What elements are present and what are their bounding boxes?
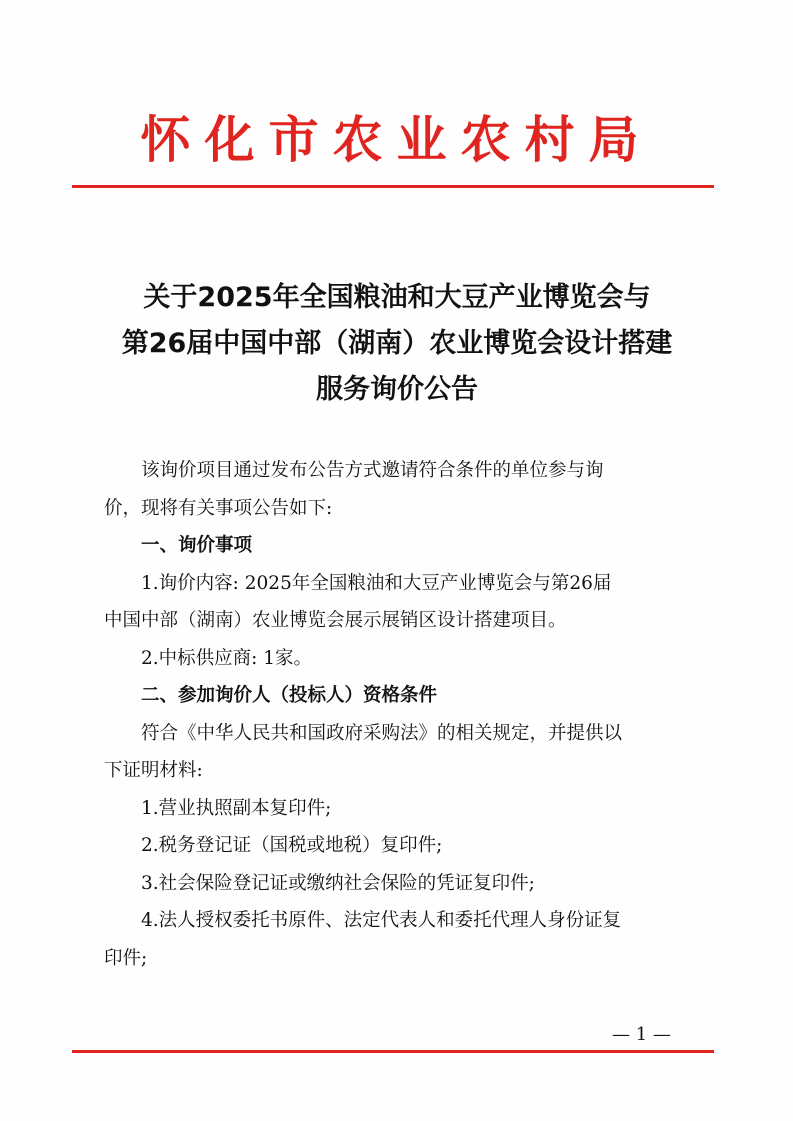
header-red-rule: [72, 185, 714, 188]
material-3: 3.社会保险登记证或缴纳社会保险的凭证复印件;: [141, 872, 535, 894]
document-body: [104, 452, 704, 977]
intro-paragraph-line-1: 该询价项目通过发布公告方式邀请符合条件的单位参与询: [141, 460, 604, 481]
material-4-line-2: 印件;: [104, 947, 148, 969]
title-line-1: 关于2025年全国粮油和大豆产业博览会与: [143, 282, 651, 313]
footer-red-rule: [72, 1050, 714, 1053]
agency-header: 怀化市农业农村局: [140, 110, 653, 169]
title-line-3: 服务询价公告: [316, 374, 478, 405]
material-2: 2.税务登记证（国税或地税）复印件;: [141, 835, 443, 856]
section-1-heading: 一、询价事项: [141, 535, 253, 556]
section-2-heading: 二、参加询价人（投标人）资格条件: [141, 685, 438, 706]
material-4-line-1: 4.法人授权委托书原件、法定代表人和委托代理人身份证复: [141, 910, 622, 931]
title-line-2: 第26届中国中部（湖南）农业博览会设计搭建: [121, 328, 673, 359]
item-1-line-2: 中国中部（湖南）农业博览会展示展销区设计搭建项目。: [104, 610, 567, 631]
item-1-line-1: 1.询价内容: 2025年全国粮油和大豆产业博览会与第26届: [141, 572, 612, 594]
requirement-line-2: 下证明材料:: [104, 760, 203, 781]
material-1: 1.营业执照副本复印件;: [141, 797, 332, 819]
document-title: [72, 275, 722, 413]
page-number: — 1 —: [612, 1024, 671, 1045]
intro-paragraph-line-2: 价，现将有关事项公告如下:: [104, 497, 333, 519]
item-2: 2.中标供应商: 1家。: [141, 647, 313, 669]
requirement-line-1: 符合《中华人民共和国政府采购法》的相关规定，并提供以: [141, 722, 623, 744]
